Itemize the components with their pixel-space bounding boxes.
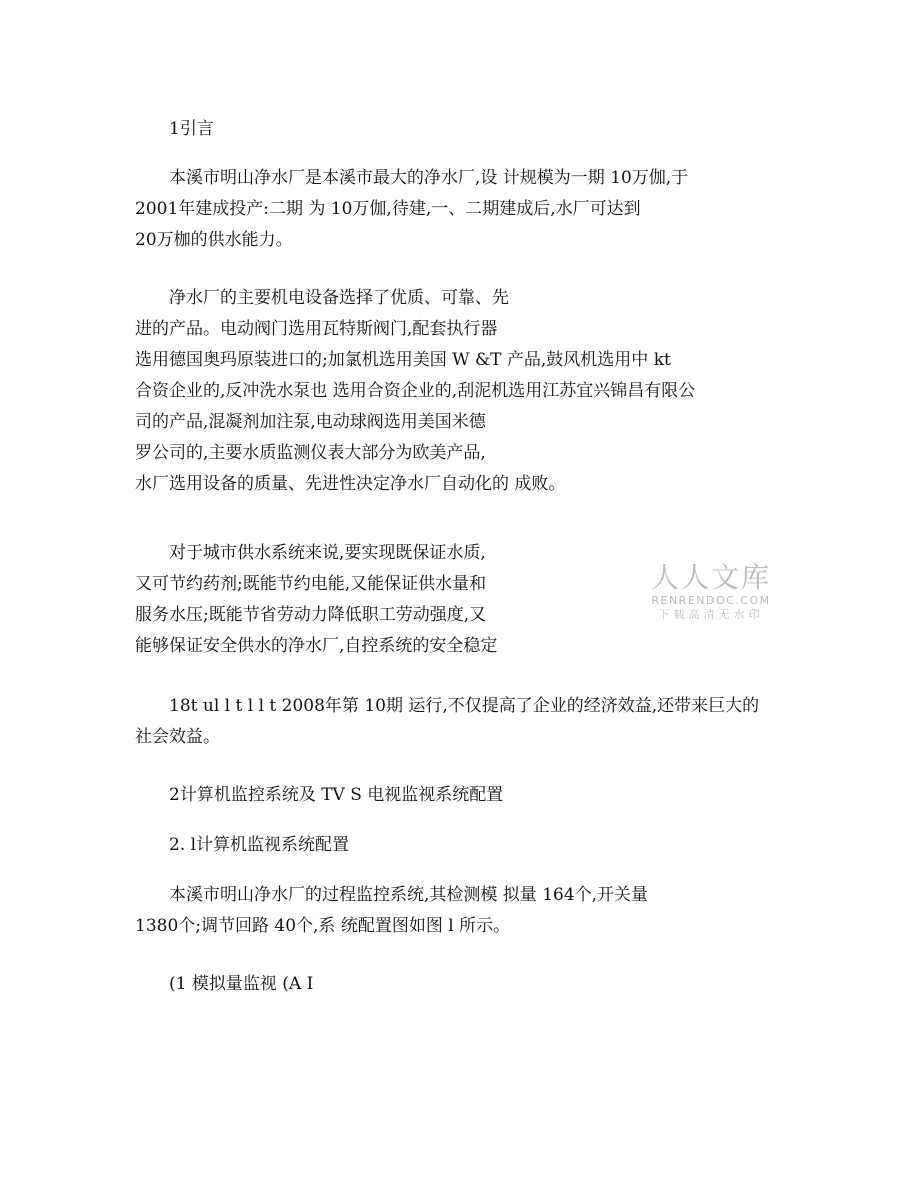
paragraph-line: 选用德国奥玛原装进口的;加氯机选用美国 W &T 产品,鼓风机选用中 kt [135,350,671,370]
paragraph-analog-monitoring [135,969,313,1000]
paragraph-line: 合资企业的,反冲洗水泵也 选用合资企业的,刮泥机选用江苏宜兴锦昌有限公 [135,381,696,401]
paragraph-equipment [135,283,695,500]
paragraph-line: 进的产品。电动阀门选用瓦特斯阀门,配套执行器 [135,319,498,339]
paragraph-line: (1 模拟量监视 (A I [169,974,314,994]
paragraph-line: 本溪市明山净水厂是本溪市最大的净水厂,设 计规模为一期 10万伽,于 [169,168,689,188]
paragraph-line: 司的产品,混凝剂加注泵,电动球阀选用美国米德 [135,412,486,432]
paragraph-line: 本溪市明山净水厂的过程监控系统,其检测模 拟量 164个,开关量 [169,885,649,905]
paragraph-water-supply-goals [135,538,497,662]
paragraph-line: 2001年建成投产:二期 为 10万伽,待建,一、二期建成后,水厂可达到 [135,199,641,219]
paragraph-line: 18t ul l t l l t 2008年第 10期 运行,不仅提高了企业的经济效益,还带来巨大的 [169,696,760,716]
heading-text: 2. l计算机监视系统配置 [169,835,350,855]
watermark-subtitle: 下载高清无水印 [658,608,764,621]
watermark [646,562,776,622]
paragraph-line: 罗公司的,主要水质监测仪表大部分为欧美产品, [135,443,486,463]
section-heading-2-1 [135,830,349,861]
paragraph-line: 20万枷的供水能力。 [135,230,293,250]
watermark-url: RENRENDOC.COM [651,594,771,607]
paragraph-line: 能够保证安全供水的净水厂,自控系统的安全稳定 [135,636,498,656]
paragraph-line: 对于城市供水系统来说,要实现既保证水质, [169,543,486,563]
section-heading-2 [135,780,503,811]
paragraph-line: 社会效益。 [135,727,220,747]
paragraph-line: 净水厂的主要机电设备选择了优质、可靠、先 [169,288,509,308]
paragraph-benefits [135,691,759,753]
watermark-title: 人人文库 [650,561,771,594]
paragraph-line: 1380个;调节回路 40个,系 统配置图如图 l 所示。 [135,916,511,936]
section-heading-introduction [135,114,214,145]
paragraph-monitoring-config [135,880,648,942]
paragraph-plant-overview [135,163,688,256]
heading-text: 2计算机监控系统及 TV S 电视监视系统配置 [169,785,504,805]
paragraph-line: 服务水压;既能节省劳动力降低职工劳动强度,又 [135,605,487,625]
heading-text: 1引言 [169,119,214,139]
paragraph-line: 又可节约药剂;既能节约电能,又能保证供水量和 [135,574,487,594]
paragraph-line: 水厂选用设备的质量、先进性决定净水厂自动化的 成败。 [135,474,566,494]
